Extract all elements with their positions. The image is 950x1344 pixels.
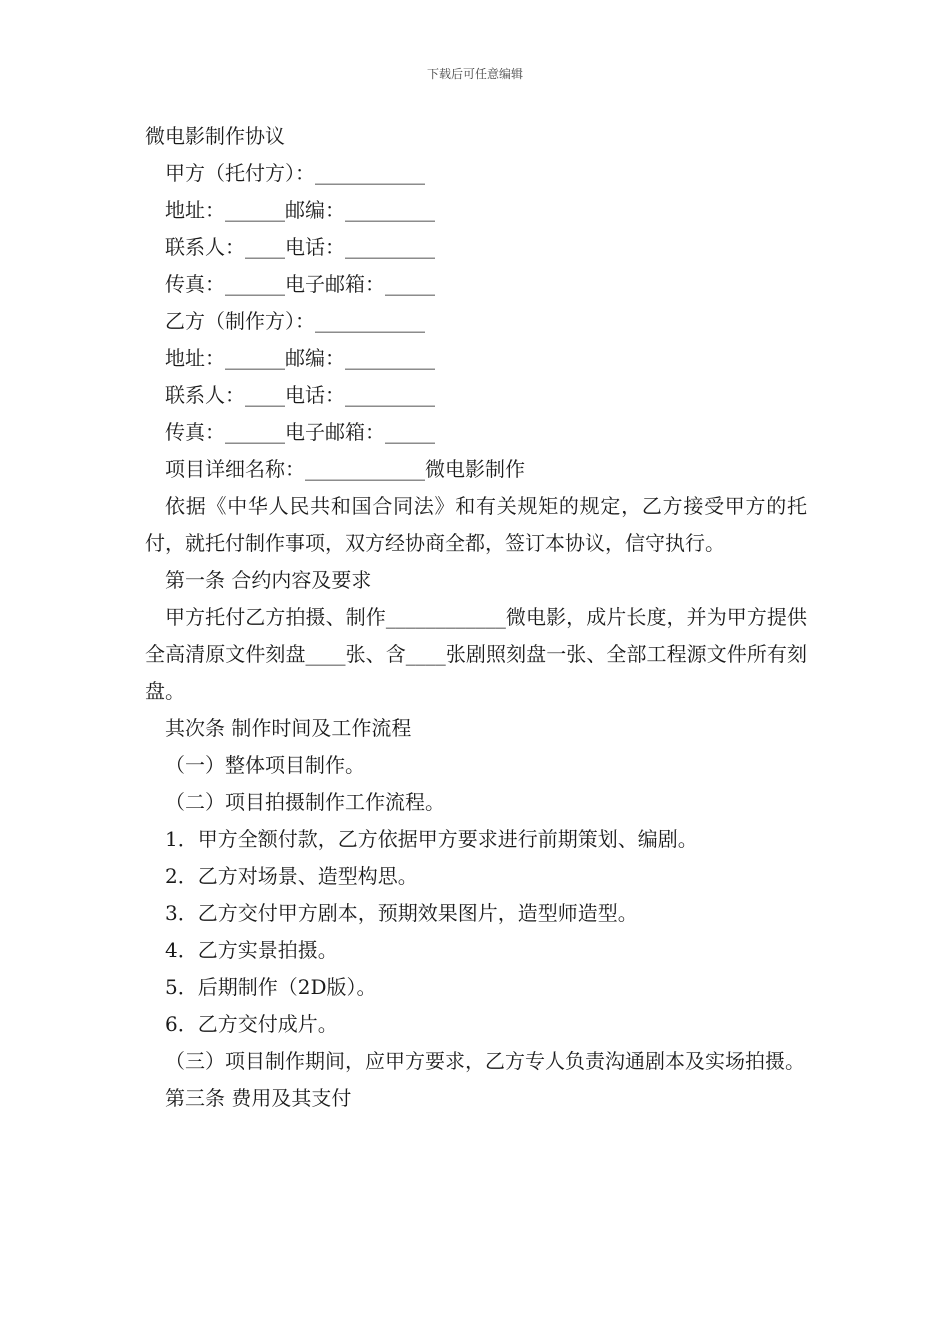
- document-body: [145, 118, 807, 1117]
- document-title: 微电影制作协议: [145, 124, 285, 148]
- workflow-step-5: 5．后期制作（2D版）。: [165, 975, 377, 999]
- article-3-title: 第三条 费用及其支付: [165, 1086, 352, 1110]
- party-b-fax-line: 传真：______电子邮箱：_____: [165, 420, 435, 444]
- article-1-body: 甲方托付乙方拍摄、制作____________微电影，成片长度，并为甲方提供全高清原文件刻盘____张、含____张剧照刻盘一张、全部工程源文件所有刻盘。: [145, 605, 807, 703]
- page-header: 下载后可任意编辑: [426, 67, 523, 81]
- workflow-step-4: 4．乙方实景拍摄。: [165, 938, 338, 962]
- preamble-paragraph: 依据《中华人民共和国合同法》和有关规矩的规定，乙方接受甲方的托付，就托付制作事项，双方经协商全都，签订本协议，信守执行。: [145, 494, 807, 555]
- party-a-line: 甲方（托付方）：___________: [165, 161, 425, 185]
- party-b-contact-line: 联系人：____电话：_________: [165, 383, 435, 407]
- party-b-address-line: 地址：______邮编：_________: [165, 346, 435, 370]
- workflow-step-3: 3．乙方交付甲方剧本，预期效果图片，造型师造型。: [165, 901, 638, 925]
- project-name-line: 项目详细名称：____________微电影制作: [165, 457, 525, 481]
- article-2-subsection-3: （三）项目制作期间，应甲方要求，乙方专人负责沟通剧本及实场拍摄。: [165, 1049, 805, 1073]
- workflow-step-2: 2．乙方对场景、造型构思。: [165, 864, 418, 888]
- workflow-step-1: 1．甲方全额付款，乙方依据甲方要求进行前期策划、编剧。: [165, 827, 698, 851]
- article-2-title: 其次条 制作时间及工作流程: [165, 716, 412, 740]
- party-a-address-line: 地址：______邮编：_________: [165, 198, 435, 222]
- article-2-subsection-1: （一）整体项目制作。: [165, 753, 365, 777]
- article-1-title: 第一条 合约内容及要求: [165, 568, 372, 592]
- party-a-contact-line: 联系人：____电话：_________: [165, 235, 435, 259]
- party-a-fax-line: 传真：______电子邮箱：_____: [165, 272, 435, 296]
- party-b-line: 乙方（制作方）：___________: [165, 309, 425, 333]
- article-2-subsection-2: （二）项目拍摄制作工作流程。: [165, 790, 445, 814]
- workflow-step-6: 6．乙方交付成片。: [165, 1012, 338, 1036]
